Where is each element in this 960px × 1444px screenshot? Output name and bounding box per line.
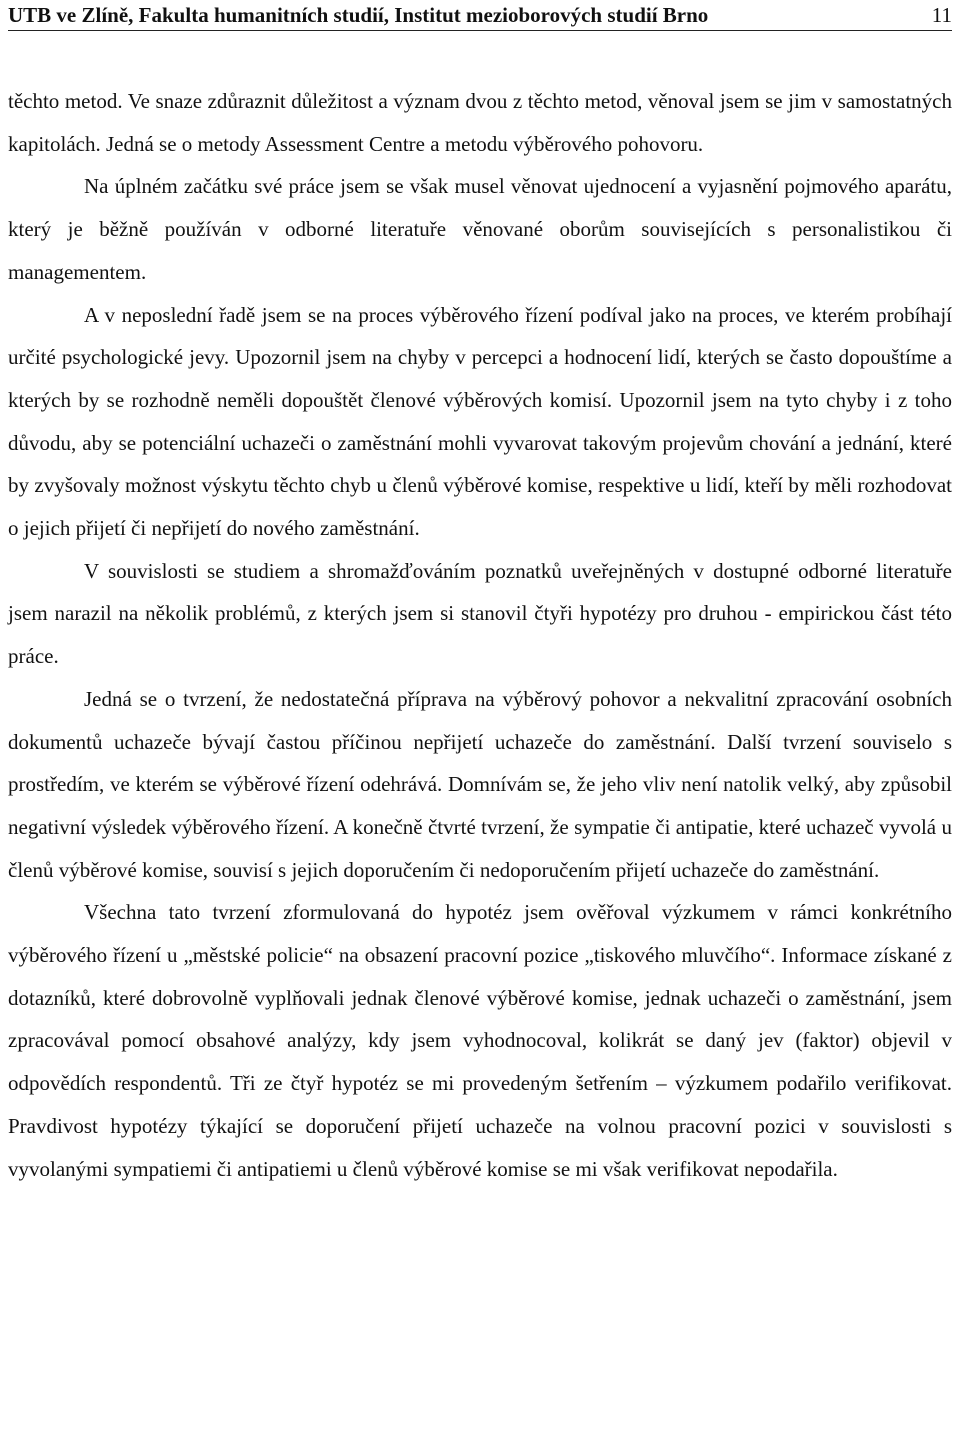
paragraph: Všechna tato tvrzení zformulovaná do hypotéz jsem ověřoval výzkumem v rámci konkrétního výběrového řízení u „městské policie“ na obsazení pracovní pozice „tiskového mluvčího“. Informace získané z dotazníků, které dobrovolně vyplňovali jednak členové výběrové komise, jednak uchazeči o zaměstnání, jsem zpracovával pomocí obsahové analýzy, kdy jsem vyhodnocoval, kolikrát se daný jev (faktor) objevil v odpovědích respondentů. Tři ze čtyř hypotéz se mi provedeným šetřením – výzkumem podařilo verifikovat. Pravdivost hypotézy týkající se doporučení přijetí uchazeče na volnou pracovní pozici v souvislosti s vyvolanými sympatiemi či antipatiemi u členů výběrové komise se mi však verifikovat nepodařila. — [8, 900, 952, 1181]
paragraph: A v neposlední řadě jsem se na proces výběrového řízení podíval jako na proces, ve kterém probíhají určité psychologické jevy. Upozornil jsem na chyby v percepci a hodnocení lidí, kterých se často dopouštíme a kterých by se rozhodně neměli dopouštět členové výběrových komisí. Upozornil jsem na tyto chyby i z toho důvodu, aby se potenciální uchazeči o zaměstnání mohli vyvarovat takovým projevům chování a jednání, které by zvyšovaly možnost výskytu těchto chyb u členů výběrové komise, respektive u lidí, kteří by měli rozhodovat o jejich přijetí či nepřijetí do nového zaměstnání. — [8, 302, 952, 541]
paragraph: Na úplném začátku své práce jsem se však musel věnovat ujednocení a vyjasnění pojmového aparátu, který je běžně používán v odborné literatuře věnované oborům souvisejících s personalistikou či managementem. — [8, 174, 952, 284]
paragraph: těchto metod. Ve snaze zdůraznit důležitost a význam dvou z těchto metod, věnoval jsem se jim v samostatných kapitolách. Jedná se o metody Assessment Centre a metodu výběrového pohovoru. — [8, 89, 952, 156]
page-number: 11 — [931, 2, 952, 27]
page-header — [8, 0, 952, 31]
paragraph: V souvislosti se studiem a shromažďováním poznatků uveřejněných v dostupné odborné literatuře jsem narazil na několik problémů, z kterých jsem si stanovil čtyři hypotézy pro druhou - empirickou část této práce. — [8, 558, 952, 669]
header-title: UTB ve Zlíně, Fakulta humanitních studií, Institut mezioborových studií Brno — [8, 2, 709, 27]
paragraph: Jedná se o tvrzení, že nedostatečná příprava na výběrový pohovor a nekvalitní zpracování osobních dokumentů uchazeče bývají častou příčinou nepřijetí uchazeče do zaměstnání. Další tvrzení souviselo s prostředím, ve kterém se výběrové řízení odehrává. Domnívám se, že jeho vliv není natolik velký, aby způsobil negativní výsledek výběrového řízení. A konečně čtvrté tvrzení, že sympatie či antipatie, které uchazeč vyvolá u členů výběrové komise, souvisí s jejich doporučením či nedoporučením přijetí uchazeče do zaměstnání. — [8, 686, 952, 882]
body-text — [8, 80, 952, 1190]
